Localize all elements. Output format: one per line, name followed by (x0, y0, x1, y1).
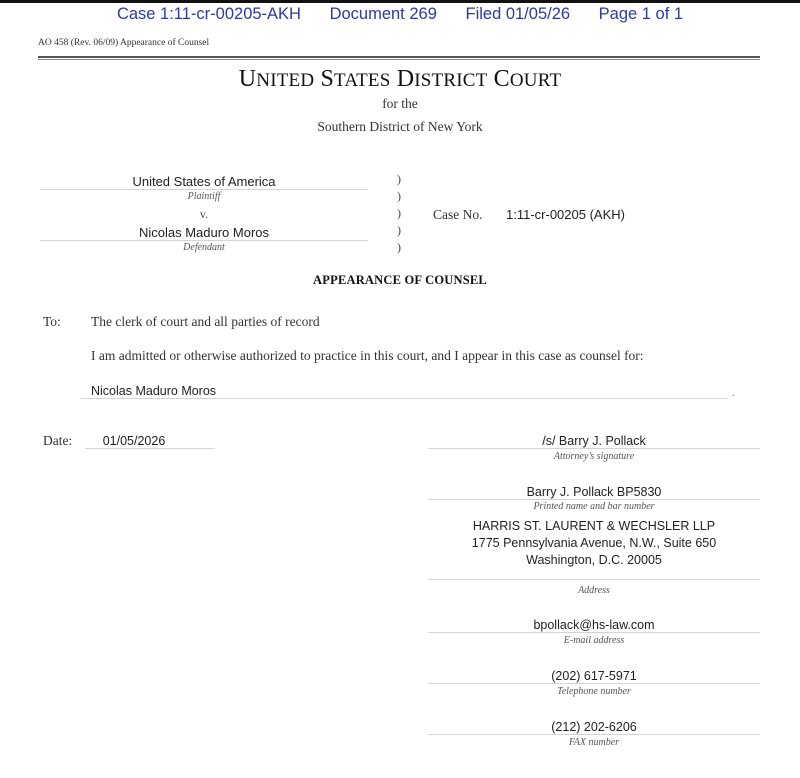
date-label: Date: (43, 433, 73, 448)
address-city: Washington, D.C. 20005 (526, 553, 662, 567)
admission-statement: I am admitted or otherwise authorized to practice in this court, and I appear in this case as counsel for: (91, 348, 644, 363)
stamp-document: Document 269 (329, 5, 437, 23)
printed-name: Barry J. Pollack BP5830 (526, 485, 662, 499)
fax-line (428, 734, 760, 735)
signature-label: Attorney’s signature (553, 451, 635, 462)
plaintiff-name: United States of America (132, 174, 276, 189)
fax-label: FAX number (568, 737, 620, 748)
address-label: Address (578, 585, 610, 596)
email-line (428, 632, 760, 633)
caption-paren: ) (397, 189, 401, 203)
court-name (0, 66, 800, 93)
case-number: 1:11-cr-00205 (AKH) (506, 207, 625, 222)
telephone-label: Telephone number (557, 686, 631, 697)
plaintiff-line (40, 189, 368, 190)
client-name: Nicolas Maduro Moros (91, 384, 217, 398)
court-district: Southern District of New York (317, 119, 483, 134)
fax-value: (212) 202-6206 (551, 720, 637, 734)
filing-stamp (0, 5, 800, 24)
defendant-label: Defendant (183, 242, 225, 253)
telephone-value: (202) 617-5971 (551, 669, 637, 683)
date-line (85, 448, 215, 449)
address-block (428, 518, 760, 569)
client-end-dot: . (732, 388, 735, 399)
telephone-line (428, 683, 760, 684)
to-recipients: The clerk of court and all parties of record (91, 314, 320, 329)
client-line (80, 398, 728, 399)
printed-name-line (428, 499, 760, 500)
signature-line (428, 448, 760, 449)
defendant-name: Nicolas Maduro Moros (138, 225, 270, 240)
top-edge-bar (0, 0, 800, 3)
versus: v. (199, 207, 209, 221)
case-number-label: Case No. (433, 207, 483, 222)
email-value: bpollack@hs-law.com (533, 618, 655, 632)
court-name-text: UNITED STATES DISTRICT COURT (238, 66, 562, 92)
stamp-page: Page 1 of 1 (598, 5, 684, 23)
address-street: 1775 Pennsylvania Avenue, N.W., Suite 650 (471, 536, 717, 550)
caption-paren: ) (397, 172, 401, 186)
stamp-case: Case 1:11-cr-00205-AKH (116, 5, 301, 23)
caption-paren: ) (397, 223, 401, 237)
form-title: APPEARANCE OF COUNSEL (313, 273, 487, 287)
header-double-rule (38, 56, 760, 60)
address-line (428, 579, 760, 580)
date-value: 01/05/2026 (102, 434, 166, 448)
attorney-signature: /s/ Barry J. Pollack (542, 434, 646, 448)
form-id: AO 458 (Rev. 06/09) Appearance of Counsel (38, 38, 210, 48)
printed-name-label: Printed name and bar number (533, 501, 655, 512)
court-for-the: for the (382, 96, 418, 111)
to-label: To: (43, 314, 61, 329)
email-label: E-mail address (563, 635, 625, 646)
plaintiff-label: Plaintiff (187, 191, 221, 202)
stamp-filed: Filed 01/05/26 (465, 5, 571, 23)
defendant-line (40, 240, 368, 241)
caption-paren: ) (397, 206, 401, 220)
caption-paren: ) (397, 240, 401, 254)
address-firm: HARRIS ST. LAURENT & WECHSLER LLP (472, 519, 716, 533)
